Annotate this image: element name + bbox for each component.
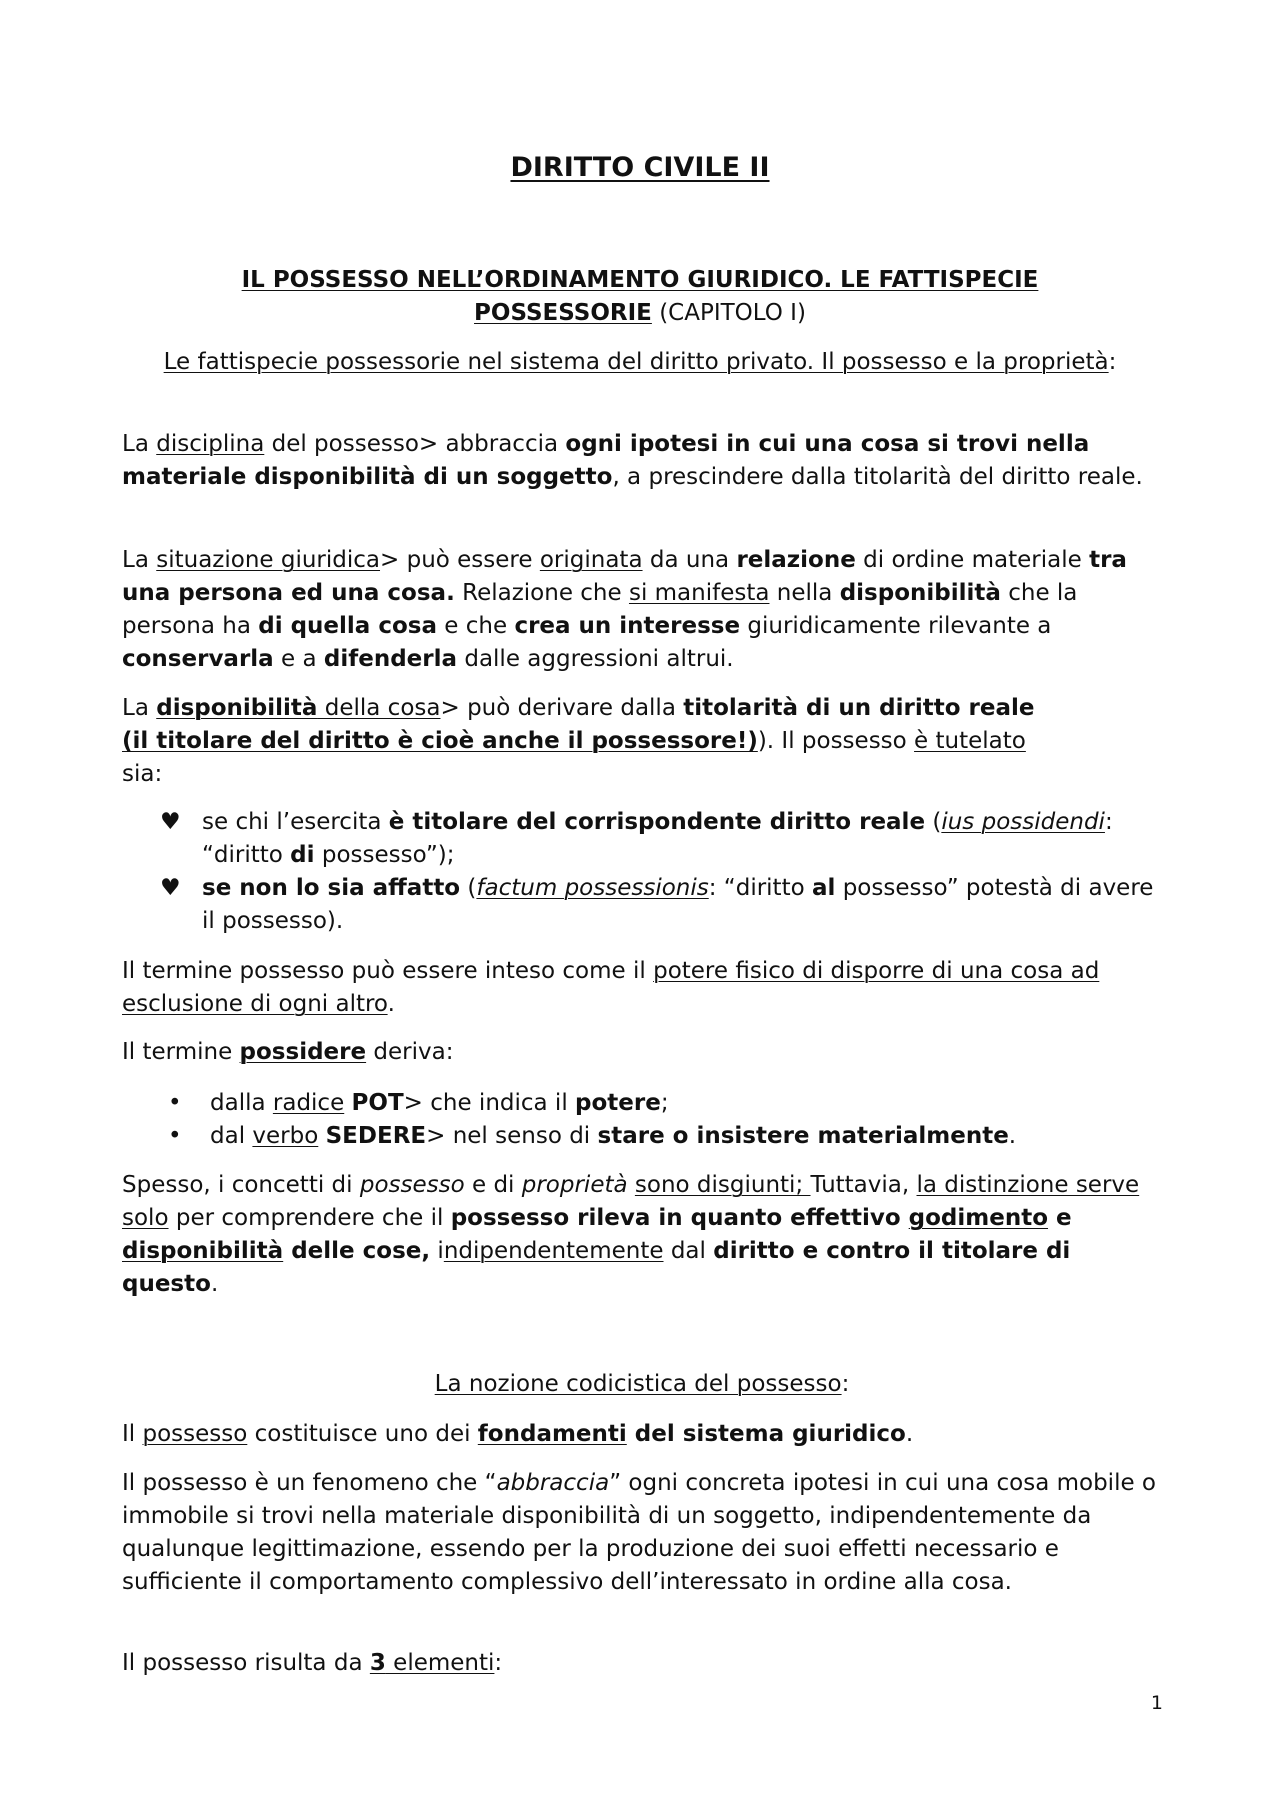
paragraph-fenomeno: Il possesso è un fenomeno che “abbraccia” ogni concreta ipotesi in cui una cosa mobile o immobile si trovi nella materiale disponibilità di un soggetto, indipendentemente da qualunque legittimazione, essendo per la produzione dei suoi effetti necessario e sufficiente il comportamento complessivo dell’interessato in ordine alla cosa. — [122, 1470, 1156, 1595]
section-subtitle: Le fattispecie possessorie nel sistema del diritto privato. Il possesso e la proprietà: — [163, 349, 1117, 375]
list-item: • dalla radice POT> che indica il potere; — [168, 1087, 1178, 1120]
paragraph-disciplina: La disciplina del possesso> abbraccia ogni ipotesi in cui una cosa si trovi nella materiale disponibilità di un soggetto, a prescindere dalla titolarità del diritto reale. — [122, 431, 1143, 490]
paragraph-termine-possesso: Il termine possesso può essere inteso come il potere fisico di disporre di una cosa ad esclusione di ogni altro. — [122, 958, 1100, 1017]
list-item: ♥ se chi l’esercita è titolare del corrispondente diritto reale (ius possidendi: “diritto di possesso”); — [160, 806, 1170, 872]
paragraph-disponibilita: La disponibilità della cosa> può derivare dalla titolarità di un diritto reale (il titolare del diritto è cioè anche il possessore!)). Il possesso è tutelato sia: — [122, 695, 1035, 787]
document-title: DIRITTO CIVILE II — [510, 152, 770, 183]
paragraph-possidere: Il termine possidere deriva: — [122, 1039, 454, 1065]
heart-list — [160, 806, 1170, 938]
list-item: • dal verbo SEDERE> nel senso di stare o insistere materialmente. — [168, 1120, 1178, 1153]
paragraph-situazione: La situazione giuridica> può essere originata da una relazione di ordine materiale tra una persona ed una cosa. Relazione che si manifesta nella disponibilità che la persona ha di quella cosa e che crea un interesse giuridicamente rilevante a conservarla e a difenderla dalle aggressioni altrui. — [122, 547, 1127, 672]
heart-bullet-icon: ♥ — [160, 809, 181, 835]
section-subtitle-nozione: La nozione codicistica del possesso: — [434, 1371, 850, 1397]
paragraph-elementi: Il possesso risulta da 3 elementi: — [122, 1650, 503, 1676]
dot-bullet-icon: • — [168, 1090, 182, 1116]
page-number: 1 — [1150, 1692, 1163, 1714]
paragraph-concetti: Spesso, i concetti di possesso e di proprietà sono disgiunti; Tuttavia, la distinzione serve solo per comprendere che il possesso rileva in quanto effettivo godimento e disponibilità delle cose, indipendentemente dal diritto e contro il titolare di questo. — [122, 1172, 1140, 1297]
list-item: ♥ se non lo sia affatto (factum possessionis: “diritto al possesso” potestà di avere il possesso). — [160, 872, 1170, 938]
dot-list — [168, 1087, 1178, 1153]
paragraph-fondamenti: Il possesso costituisce uno dei fondamenti del sistema giuridico. — [122, 1421, 914, 1447]
chapter-heading: IL POSSESSO NELL’ORDINAMENTO GIURIDICO. LE FATTISPECIE POSSESSORIE (CAPITOLO I) — [241, 267, 1039, 326]
heart-bullet-icon: ♥ — [160, 875, 181, 901]
dot-bullet-icon: • — [168, 1123, 182, 1149]
